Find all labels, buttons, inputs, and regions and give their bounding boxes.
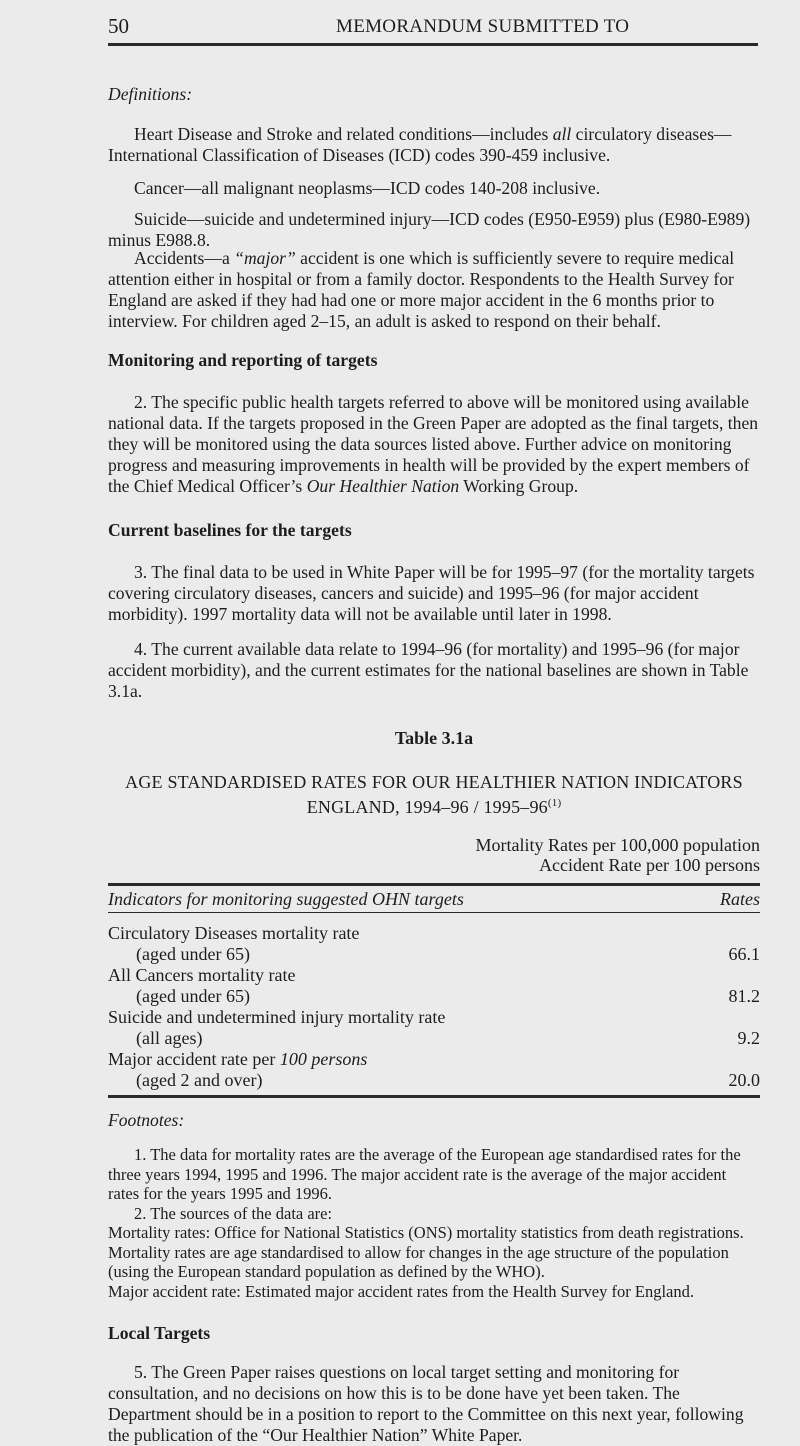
rates-table	[108, 883, 760, 1098]
table-body	[108, 913, 760, 1095]
table-row: (aged under 65) 81.2	[136, 986, 760, 1006]
local-targets-heading: Local Targets	[108, 1323, 211, 1343]
rate-value: 9.2	[737, 1028, 760, 1048]
paragraph-2: 2. The specific public health targets referred to above will be monitored using available national data. If the targets proposed in the Green Paper are adopted as the final targets, then they will be monitored using the data sources listed above. Further advice on monitoring progress and measuring improvements in health will be provided by the expert members of the Chief Medical Officer’s Our Healthier Nation Working Group.	[108, 392, 759, 496]
monitoring-heading: Monitoring and reporting of targets	[108, 350, 378, 370]
table-title: Table 3.1a	[394, 728, 474, 748]
table-row: (aged 2 and over) 20.0	[136, 1070, 760, 1090]
running-head: MEMORANDUM SUBMITTED TO	[336, 16, 630, 37]
footnote-2-mortality: Mortality rates: Office for National Statistics (ONS) mortality statistics from death registrations. Mortality rates are age standardised to allow for changes in the age structure of the population (using the European standard population as defined by the WHO).	[108, 1223, 744, 1281]
definitions-heading: Definitions:	[108, 84, 193, 104]
table-row: Circulatory Diseases mortality rate	[108, 923, 360, 943]
column-header-indicator: Indicators for monitoring suggested OHN targets	[108, 889, 464, 909]
table-bottom-rule	[108, 1095, 760, 1098]
page-header	[108, 14, 758, 44]
paragraph-4: 4. The current available data relate to 1994–96 (for mortality) and 1995–96 (for major accident morbidity), and the current estimates for the national baselines are shown in Table 3.1a.	[108, 639, 749, 701]
table-row: Major accident rate per 100 persons	[108, 1049, 368, 1069]
paragraph-3: 3. The final data to be used in White Paper will be for 1995–97 (for the mortality targets covering circulatory diseases, cancers and suicide) and 1995–96 (for major accident morbidity). 1997 mortality data will not be available until later in 1998.	[108, 562, 755, 624]
rate-value: 20.0	[728, 1070, 760, 1090]
definition-cancer: Cancer—all malignant neoplasms—ICD codes 140-208 inclusive.	[134, 178, 601, 198]
footnotes-block	[108, 1145, 760, 1301]
page-number: 50	[108, 14, 129, 38]
definition-heart-disease: Heart Disease and Stroke and related conditions—includes all circulatory diseases—International Classification of Diseases (ICD) codes 390-459 inclusive.	[108, 124, 732, 165]
baselines-heading: Current baselines for the targets	[108, 520, 352, 540]
definition-accidents: Accidents—a “major” accident is one which is sufficiently severe to require medical attention either in hospital or from a family doctor. Respondents to the Health Survey for England are asked if they had had one or more major accident in the 6 months prior to interview. For children aged 2–15, an adult is asked to respond on their behalf.	[108, 248, 735, 331]
footnote-2: 2. The sources of the data are:	[134, 1203, 333, 1223]
table-units	[476, 835, 760, 875]
table-header-row	[108, 886, 760, 912]
column-header-rates: Rates	[720, 889, 760, 909]
table-row: (all ages) 9.2	[136, 1028, 760, 1048]
footnote-2-accident: Major accident rate: Estimated major accident rates from the Health Survey for England.	[108, 1281, 694, 1301]
units-accident: Accident Rate per 100 persons	[539, 855, 760, 875]
table-row: Suicide and undetermined injury mortality rate	[108, 1007, 446, 1027]
table-row: (aged under 65) 66.1	[136, 944, 760, 964]
table-row: All Cancers mortality rate	[108, 965, 296, 985]
table-caption-line2: ENGLAND, 1994–96 / 1995–96$^{(1)}$	[306, 797, 562, 817]
footnotes-heading: Footnotes:	[108, 1110, 185, 1130]
units-mortality: Mortality Rates per 100,000 population	[475, 835, 760, 855]
definition-suicide: Suicide—suicide and undetermined injury—ICD codes (E950-E959) plus (E980-E989) minus E988.8.	[108, 209, 751, 250]
rate-value: 66.1	[728, 944, 760, 964]
table-caption-line1: AGE STANDARDISED RATES FOR OUR HEALTHIER NATION INDICATORS	[125, 772, 743, 792]
header-rule	[108, 43, 758, 46]
rate-value: 81.2	[728, 986, 760, 1006]
paragraph-5: 5. The Green Paper raises questions on local target setting and monitoring for consultation, and no decisions on how this is to be done have yet been taken. The Department should be in a position to report to the Committee on this next year, following the publication of the “Our Healthier Nation” White Paper.	[108, 1362, 744, 1445]
footnote-1: 1. The data for mortality rates are the average of the European age standardised rates for the three years 1994, 1995 and 1996. The major accident rate is the average of the major accident rates for the years 1995 and 1996.	[108, 1145, 741, 1203]
